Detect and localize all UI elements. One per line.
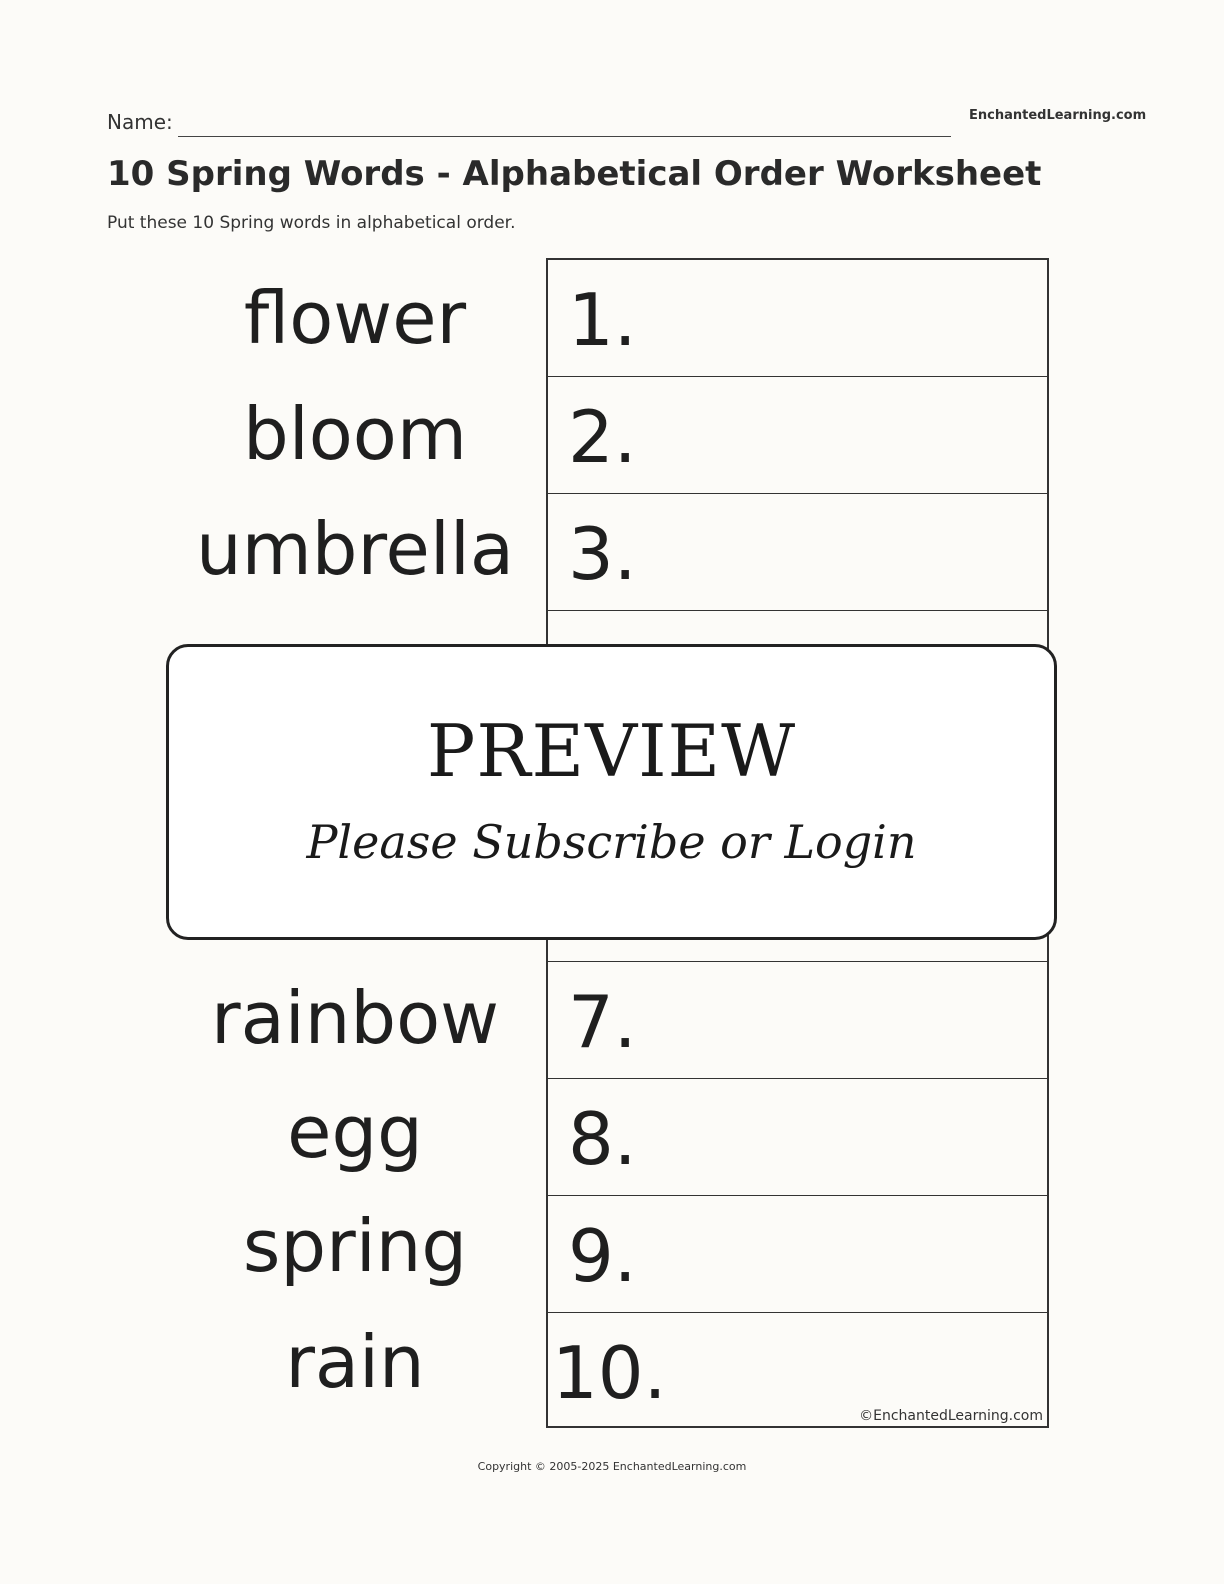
subscribe-login-text[interactable]: Please Subscribe or Login — [306, 815, 917, 869]
answer-number: 10. — [552, 1331, 667, 1415]
answer-number: 7. — [568, 980, 637, 1064]
answer-row[interactable] — [548, 260, 1047, 377]
word-item: spring — [242, 1204, 468, 1288]
word-item: bloom — [243, 392, 467, 476]
answer-row[interactable] — [548, 377, 1047, 494]
answer-number: 9. — [568, 1214, 637, 1298]
answer-number: 8. — [568, 1097, 637, 1181]
name-line[interactable] — [178, 136, 951, 137]
name-label: Name: — [107, 110, 173, 134]
word-item: rainbow — [211, 976, 499, 1060]
preview-overlay[interactable] — [166, 644, 1057, 940]
answer-row[interactable] — [548, 1196, 1047, 1313]
instructions: Put these 10 Spring words in alphabetical order. — [107, 213, 516, 233]
preview-title: PREVIEW — [426, 709, 797, 793]
word-item: flower — [243, 276, 467, 360]
worksheet-title: 10 Spring Words - Alphabetical Order Worksheet — [107, 154, 1042, 194]
box-credit: ©EnchantedLearning.com — [859, 1408, 1043, 1424]
answer-row[interactable] — [548, 1313, 1047, 1426]
answer-row[interactable] — [548, 1079, 1047, 1196]
site-name[interactable]: EnchantedLearning.com — [969, 108, 1147, 123]
answer-row[interactable] — [548, 494, 1047, 611]
answer-number: 1. — [568, 278, 637, 362]
word-item: egg — [287, 1090, 423, 1174]
answer-number: 3. — [568, 512, 637, 596]
word-item: rain — [285, 1320, 425, 1404]
answer-row[interactable] — [548, 962, 1047, 1079]
answer-number: 2. — [568, 395, 637, 479]
word-item: umbrella — [196, 507, 514, 591]
copyright: Copyright © 2005-2025 EnchantedLearning.com — [477, 1460, 747, 1473]
